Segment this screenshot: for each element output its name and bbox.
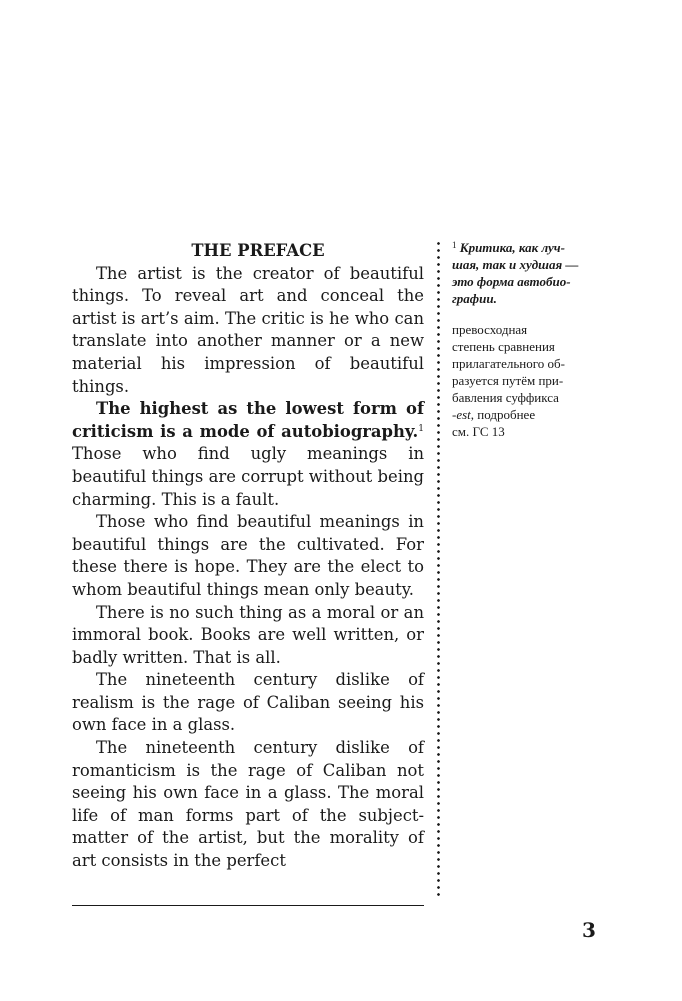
gloss-line-1: превосходная [452, 322, 528, 337]
footnote-line-3: это форма автобио- [452, 274, 571, 289]
main-text-column [72, 240, 424, 873]
gloss-line-5: бавления суффикса [452, 390, 559, 405]
paragraph-2-bold-sentence: The highest as the lowest form of criticism is a mode of autobiography. [72, 399, 424, 441]
dotted-column-divider [437, 240, 440, 896]
footnote-line-4: графии. [452, 291, 497, 306]
gloss-line-3: прилагательного об- [452, 356, 565, 371]
paragraph-2 [72, 398, 424, 511]
preface-title: THE PREFACE [191, 241, 325, 260]
grammar-gloss [452, 321, 602, 440]
paragraph-4: There is no such thing as a moral or an immoral book. Books are well written, or badly written. That is all. [72, 602, 424, 667]
gloss-suffix-after: , подробнее [470, 407, 536, 422]
gloss-line-6 [452, 406, 602, 423]
footnote-number: 1 [452, 240, 457, 250]
footnote-translation [452, 239, 602, 307]
paragraph-2-rest: Those who find ugly meanings in beautiful things are corrupt without being charming. This is a fault. [72, 444, 424, 509]
footnote-line-2: шая, так и худшая — [452, 257, 579, 272]
paragraph-3: Those who find beautiful meanings in beautiful things are the cultivated. For these there is hope. They are the elect to whom beautiful things mean only beauty. [72, 512, 424, 599]
gloss-line-4: разуется путём при- [452, 373, 564, 388]
paragraph-1: The artist is the creator of beautiful things. To reveal art and conceal the artist is art’s aim. The critic is he who can translate into another manner or a new material his impression of beautiful things. [72, 263, 424, 396]
gloss-line-2: степень сравнения [452, 339, 555, 354]
paragraph-6: The nineteenth century dislike of romanticism is the rage of Caliban not seeing his own face in a glass. The moral life of man forms part of the subject-matter of the artist, but the morality of art consists in the perfect [72, 738, 424, 871]
page-number: 3 [582, 918, 596, 942]
gloss-line-7: см. ГС 13 [452, 424, 505, 439]
footnote-line-1: Критика, как луч- [459, 240, 565, 255]
bottom-rule [72, 905, 424, 906]
gloss-suffix: -est [452, 407, 471, 422]
paragraph-5: The nineteenth century dislike of realism is the rage of Caliban seeing his own face in a glass. [72, 670, 424, 735]
sidebar-notes [452, 239, 602, 440]
footnote-marker: 1 [418, 423, 424, 434]
